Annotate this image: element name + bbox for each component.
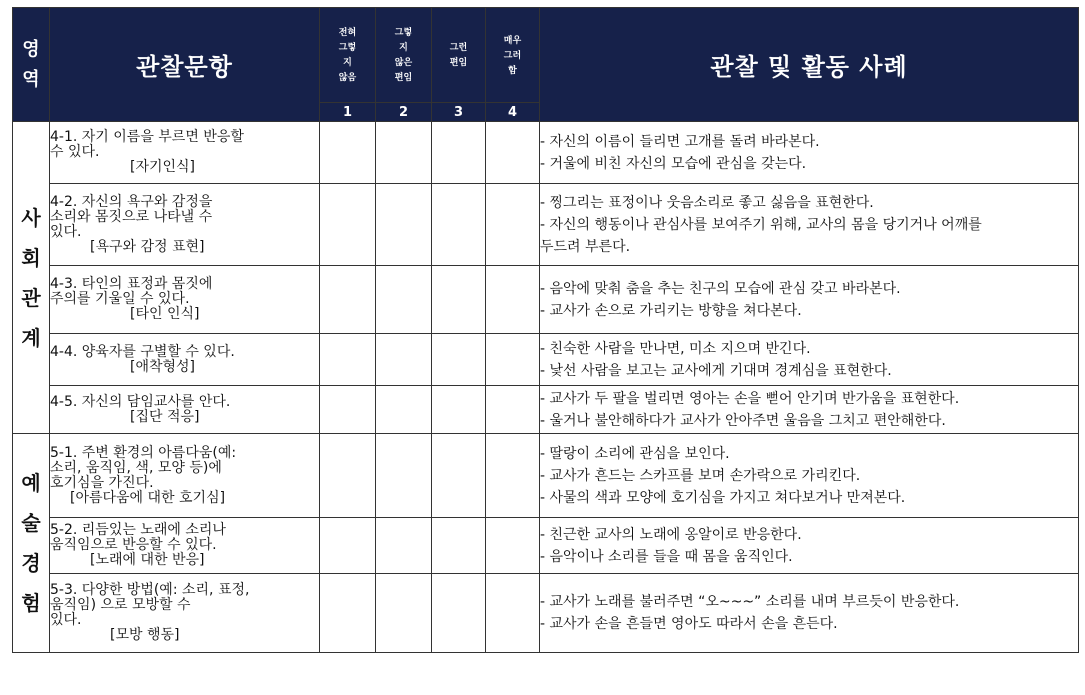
rating-cell-4[interactable]	[486, 334, 540, 386]
item-cell	[50, 434, 320, 518]
area-label-social: 사 회 관 계	[21, 205, 41, 350]
table-row	[13, 266, 1079, 334]
rating-cell-1[interactable]	[320, 184, 376, 266]
rating-cell-3[interactable]	[432, 334, 486, 386]
item-cell	[50, 266, 320, 334]
item-text: 4-2. 자신의 욕구와 감정을 소리와 몸짓으로 나타낼 수 있다.	[50, 193, 213, 240]
item-cell	[50, 574, 320, 653]
rating-cell-2[interactable]	[376, 574, 432, 653]
scale-num-1: 1	[320, 103, 376, 122]
rating-cell-3[interactable]	[432, 184, 486, 266]
rating-cell-4[interactable]	[486, 386, 540, 434]
rating-cell-4[interactable]	[486, 518, 540, 574]
items-header: 관찰문항	[50, 8, 320, 122]
examples-cell	[540, 574, 1079, 653]
example-line: - 자신의 이름이 들리면 고개를 돌려 바라본다.	[540, 133, 820, 150]
example-line: - 음악이나 소리를 들을 때 몸을 움직인다.	[540, 548, 793, 565]
item-cell	[50, 122, 320, 184]
rating-cell-4[interactable]	[486, 184, 540, 266]
example-line: - 딸랑이 소리에 관심을 보인다.	[540, 445, 730, 462]
rating-cell-3[interactable]	[432, 574, 486, 653]
item-text: 5-2. 리듬있는 노래에 소리나 움직임으로 반응할 수 있다.	[50, 522, 226, 553]
table-row	[13, 434, 1079, 518]
rating-cell-4[interactable]	[486, 266, 540, 334]
item-cell	[50, 184, 320, 266]
item-cell	[50, 386, 320, 434]
table-row	[13, 122, 1079, 184]
area-header-text: 영 역	[22, 38, 40, 90]
item-text: 4-1. 자기 이름을 부르면 반응할 수 있다.	[50, 129, 244, 160]
example-line: - 자신의 행동이나 관심사를 보여주기 위해, 교사의 몸을 당기거나 어깨를 두드려 부른다.	[540, 216, 982, 255]
rating-cell-1[interactable]	[320, 434, 376, 518]
rating-cell-2[interactable]	[376, 386, 432, 434]
table-row	[13, 574, 1079, 653]
scale-header-3-label: 그런 편임	[449, 43, 468, 68]
item-text: 4-3. 타인의 표정과 몸짓에 주의를 기울일 수 있다.	[50, 276, 213, 307]
rating-cell-3[interactable]	[432, 386, 486, 434]
rating-cell-2[interactable]	[376, 266, 432, 334]
examples-cell	[540, 518, 1079, 574]
item-tag: [아름다움에 대한 호기심]	[70, 489, 226, 506]
rating-cell-4[interactable]	[486, 122, 540, 184]
examples-header: 관찰 및 활동 사례	[540, 8, 1079, 122]
rating-cell-3[interactable]	[432, 518, 486, 574]
example-line: - 울거나 불안해하다가 교사가 안아주면 울음을 그치고 편안해한다.	[540, 412, 946, 429]
rating-cell-1[interactable]	[320, 518, 376, 574]
rating-cell-1[interactable]	[320, 122, 376, 184]
item-text: 4-4. 양육자를 구별할 수 있다.	[50, 343, 235, 360]
scale-header-3	[432, 8, 486, 103]
item-text: 4-5. 자신의 담임교사를 안다.	[50, 393, 231, 410]
observation-table	[12, 7, 1079, 653]
example-line: - 찡그리는 표정이나 웃음소리로 좋고 싫음을 표현한다.	[540, 194, 874, 211]
rating-cell-2[interactable]	[376, 518, 432, 574]
item-text: 5-3. 다양한 방법(예: 소리, 표정, 움직임) 으로 모방할 수 있다.	[50, 582, 250, 628]
example-line: - 낯선 사람을 보고는 교사에게 기대며 경계심을 표현한다.	[540, 362, 892, 379]
item-cell	[50, 518, 320, 574]
item-tag: [애착형성]	[130, 358, 196, 375]
rating-cell-3[interactable]	[432, 434, 486, 518]
example-line: - 음악에 맞춰 춤을 추는 친구의 모습에 관심 갖고 바라본다.	[540, 280, 901, 297]
examples-cell	[540, 334, 1079, 386]
rating-cell-3[interactable]	[432, 122, 486, 184]
rating-cell-4[interactable]	[486, 434, 540, 518]
scale-header-2-label: 그렇 지 않은 편임	[394, 28, 413, 83]
example-line: - 친숙한 사람을 만나면, 미소 지으며 반긴다.	[540, 340, 811, 357]
item-tag: [욕구와 감정 표현]	[90, 238, 205, 255]
item-cell	[50, 334, 320, 386]
rating-cell-1[interactable]	[320, 334, 376, 386]
examples-cell	[540, 266, 1079, 334]
rating-cell-4[interactable]	[486, 574, 540, 653]
examples-cell	[540, 184, 1079, 266]
rating-cell-1[interactable]	[320, 386, 376, 434]
examples-cell	[540, 386, 1079, 434]
item-text: 5-1. 주변 환경의 아름다움(예: 소리, 움직임, 색, 모양 등)에 호기심을 가진다.	[50, 444, 237, 491]
item-tag: [타인 인식]	[130, 306, 200, 322]
item-tag: [자기인식]	[130, 159, 196, 175]
rating-cell-1[interactable]	[320, 574, 376, 653]
area-cell-art	[13, 434, 50, 653]
area-header	[13, 8, 50, 122]
item-tag: [집단 적응]	[130, 408, 200, 425]
example-line: - 교사가 손으로 가리키는 방향을 쳐다본다.	[540, 302, 802, 319]
examples-cell	[540, 122, 1079, 184]
area-cell-social	[13, 122, 50, 434]
example-line: - 거울에 비친 자신의 모습에 관심을 갖는다.	[540, 155, 807, 172]
rating-cell-3[interactable]	[432, 266, 486, 334]
example-line: - 교사가 노래를 불러주면 “오~~~” 소리를 내며 부르듯이 반응한다.	[540, 594, 960, 610]
area-label-art: 예 술 경 험	[21, 471, 41, 615]
header-row	[13, 8, 1079, 103]
examples-cell	[540, 434, 1079, 518]
example-line: - 교사가 손을 흔들면 영아도 따라서 손을 흔든다.	[540, 616, 838, 632]
scale-header-2	[376, 8, 432, 103]
table-row	[13, 334, 1079, 386]
scale-header-4	[486, 8, 540, 103]
example-line: - 친근한 교사의 노래에 옹알이로 반응한다.	[540, 526, 802, 543]
item-tag: [노래에 대한 반응]	[90, 552, 205, 568]
table-row	[13, 184, 1079, 266]
rating-cell-2[interactable]	[376, 334, 432, 386]
scale-header-1	[320, 8, 376, 103]
item-tag: [모방 행동]	[110, 627, 180, 643]
rating-cell-1[interactable]	[320, 266, 376, 334]
table-row	[13, 386, 1079, 434]
example-line: - 교사가 두 팔을 벌리면 영아는 손을 뻗어 안기며 반가움을 표현한다.	[540, 390, 960, 407]
example-line: - 교사가 흔드는 스카프를 보며 손가락으로 가리킨다.	[540, 467, 861, 484]
scale-num-2: 2	[376, 103, 432, 122]
rating-cell-2[interactable]	[376, 184, 432, 266]
rating-cell-2[interactable]	[376, 434, 432, 518]
scale-header-1-label: 전혀 그렇 지 않음	[338, 28, 357, 83]
example-line: - 사물의 색과 모양에 호기심을 가지고 쳐다보거나 만져본다.	[540, 489, 906, 506]
scale-header-4-label: 매우 그러 함	[503, 35, 522, 76]
table-row	[13, 518, 1079, 574]
scale-num-4: 4	[486, 103, 540, 122]
rating-cell-2[interactable]	[376, 122, 432, 184]
scale-num-3: 3	[432, 103, 486, 122]
